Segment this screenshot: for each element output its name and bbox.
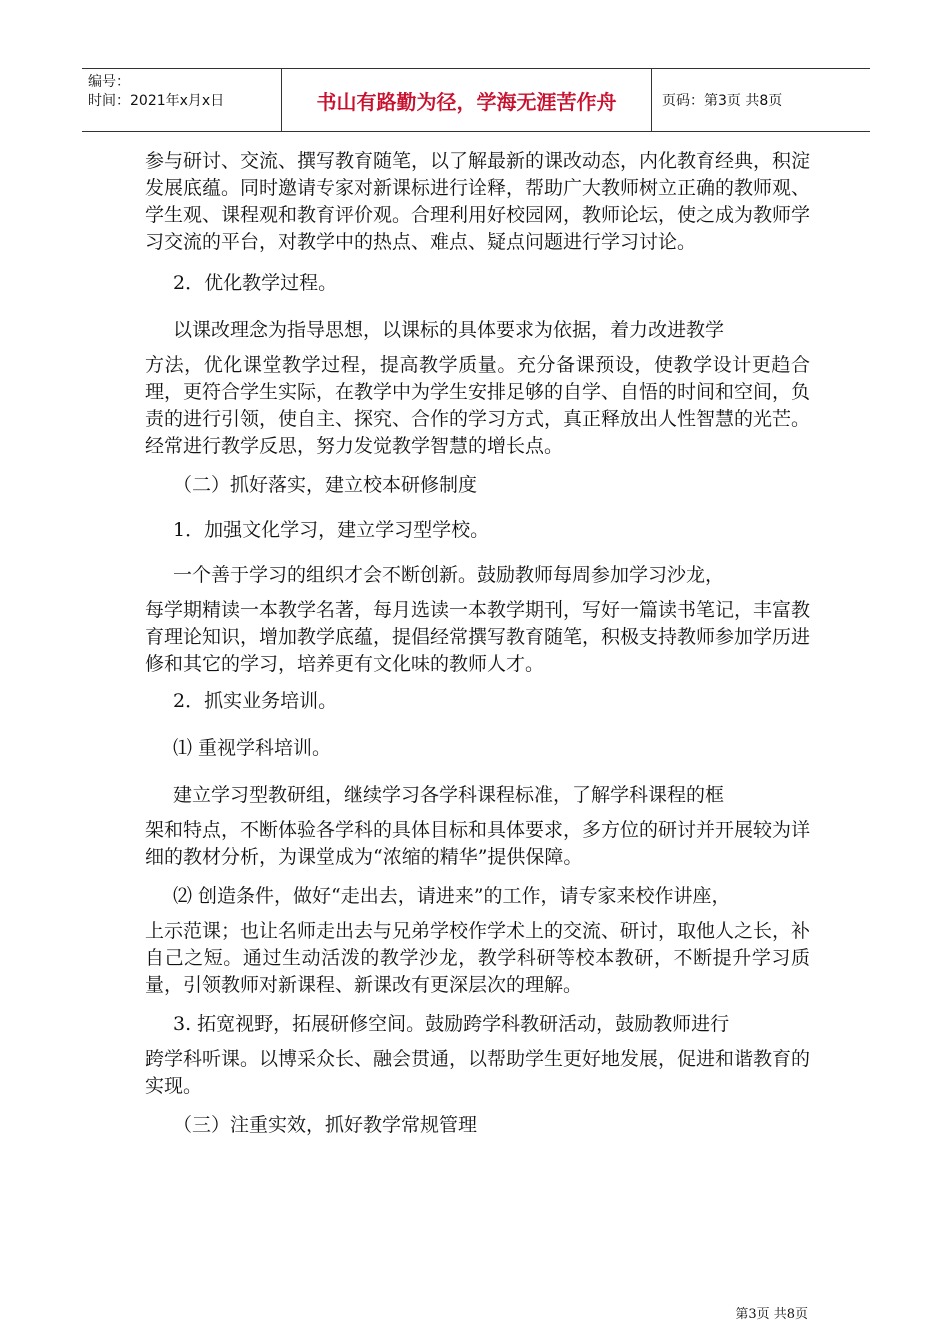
document-body bbox=[145, 148, 810, 1139]
section-heading: 2．抓实业务培训。 bbox=[173, 690, 338, 712]
paragraph: 方法，优化课堂教学过程，提高教学质量。充分备课预设，使教学设计更趋合理，更符合学生实际，在教学中为学生安排足够的自学、自悟的时间和空间，负责的进行引领，使自主、探究、合作的学习方式，真正释放出人性智慧的光芒。经常进行教学反思，努力发觉教学智慧的增长点。 bbox=[145, 354, 811, 457]
paragraph: 架和特点，不断体验各学科的具体目标和具体要求，多方位的研讨并开展较为详细的教材分析，为课堂成为“浓缩的精华”提供保障。 bbox=[145, 819, 811, 868]
paragraph: 3. 拓宽视野，拓展研修空间。鼓励跨学科教研活动，鼓励教师进行 bbox=[173, 1013, 730, 1035]
header-page-number: 页码：第3页 共8页 bbox=[662, 93, 783, 109]
section-heading: 1．加强文化学习，建立学习型学校。 bbox=[173, 519, 490, 541]
header-meta bbox=[82, 69, 282, 131]
paragraph: 上示范课；也让名师走出去与兄弟学校作学术上的交流、研讨，取他人之长，补自己之短。通过生动活泼的教学沙龙，教学科研等校本教研，不断提升学习质量，引领教师对新课程、新课改有更深层次的理解。 bbox=[145, 920, 811, 996]
section-heading: ⑴ 重视学科培训。 bbox=[173, 737, 332, 759]
header-motto: 书山有路勤为径，学海无涯苦作舟 bbox=[282, 69, 652, 131]
paragraph: 参与研讨、交流、撰写教育随笔，以了解最新的课改动态，内化教育经典，积淀发展底蕴。同时邀请专家对新课标进行诠释，帮助广大教师树立正确的教师观、学生观、课程观和教育评价观。合理利用好校园网，教师论坛，使之成为教师学习交流的平台，对教学中的热点、难点、疑点问题进行学习讨论。 bbox=[145, 150, 811, 253]
section-heading: （二）抓好落实，建立校本研修制度 bbox=[173, 474, 478, 496]
document-time-label: 时间：2021年x月x日 bbox=[88, 93, 225, 109]
page-header bbox=[82, 68, 870, 132]
section-heading: 2．优化教学过程。 bbox=[173, 272, 338, 294]
paragraph: 每学期精读一本教学名著，每月选读一本教学期刊，写好一篇读书笔记，丰富教育理论知识，增加教学底蕴，提倡经常撰写教育随笔，积极支持教师参加学历进修和其它的学习，培养更有文化味的教师人才。 bbox=[145, 599, 811, 675]
document-number-label: 编号： bbox=[88, 74, 130, 90]
paragraph: 建立学习型教研组，继续学习各学科课程标准，了解学科课程的框 bbox=[173, 784, 725, 806]
page-footer-number: 第3页 共8页 bbox=[735, 1307, 808, 1322]
paragraph: ⑵ 创造条件，做好“走出去，请进来”的工作，请专家来校作讲座， bbox=[173, 885, 731, 907]
paragraph: 以课改理念为指导思想，以课标的具体要求为依据，着力改进教学 bbox=[173, 319, 725, 341]
paragraph: 跨学科听课。以博采众长、融会贯通，以帮助学生更好地发展，促进和谐教育的实现。 bbox=[145, 1048, 811, 1097]
section-heading: （三）注重实效，抓好教学常规管理 bbox=[173, 1114, 478, 1136]
paragraph: 一个善于学习的组织才会不断创新。鼓励教师每周参加学习沙龙， bbox=[173, 564, 725, 586]
